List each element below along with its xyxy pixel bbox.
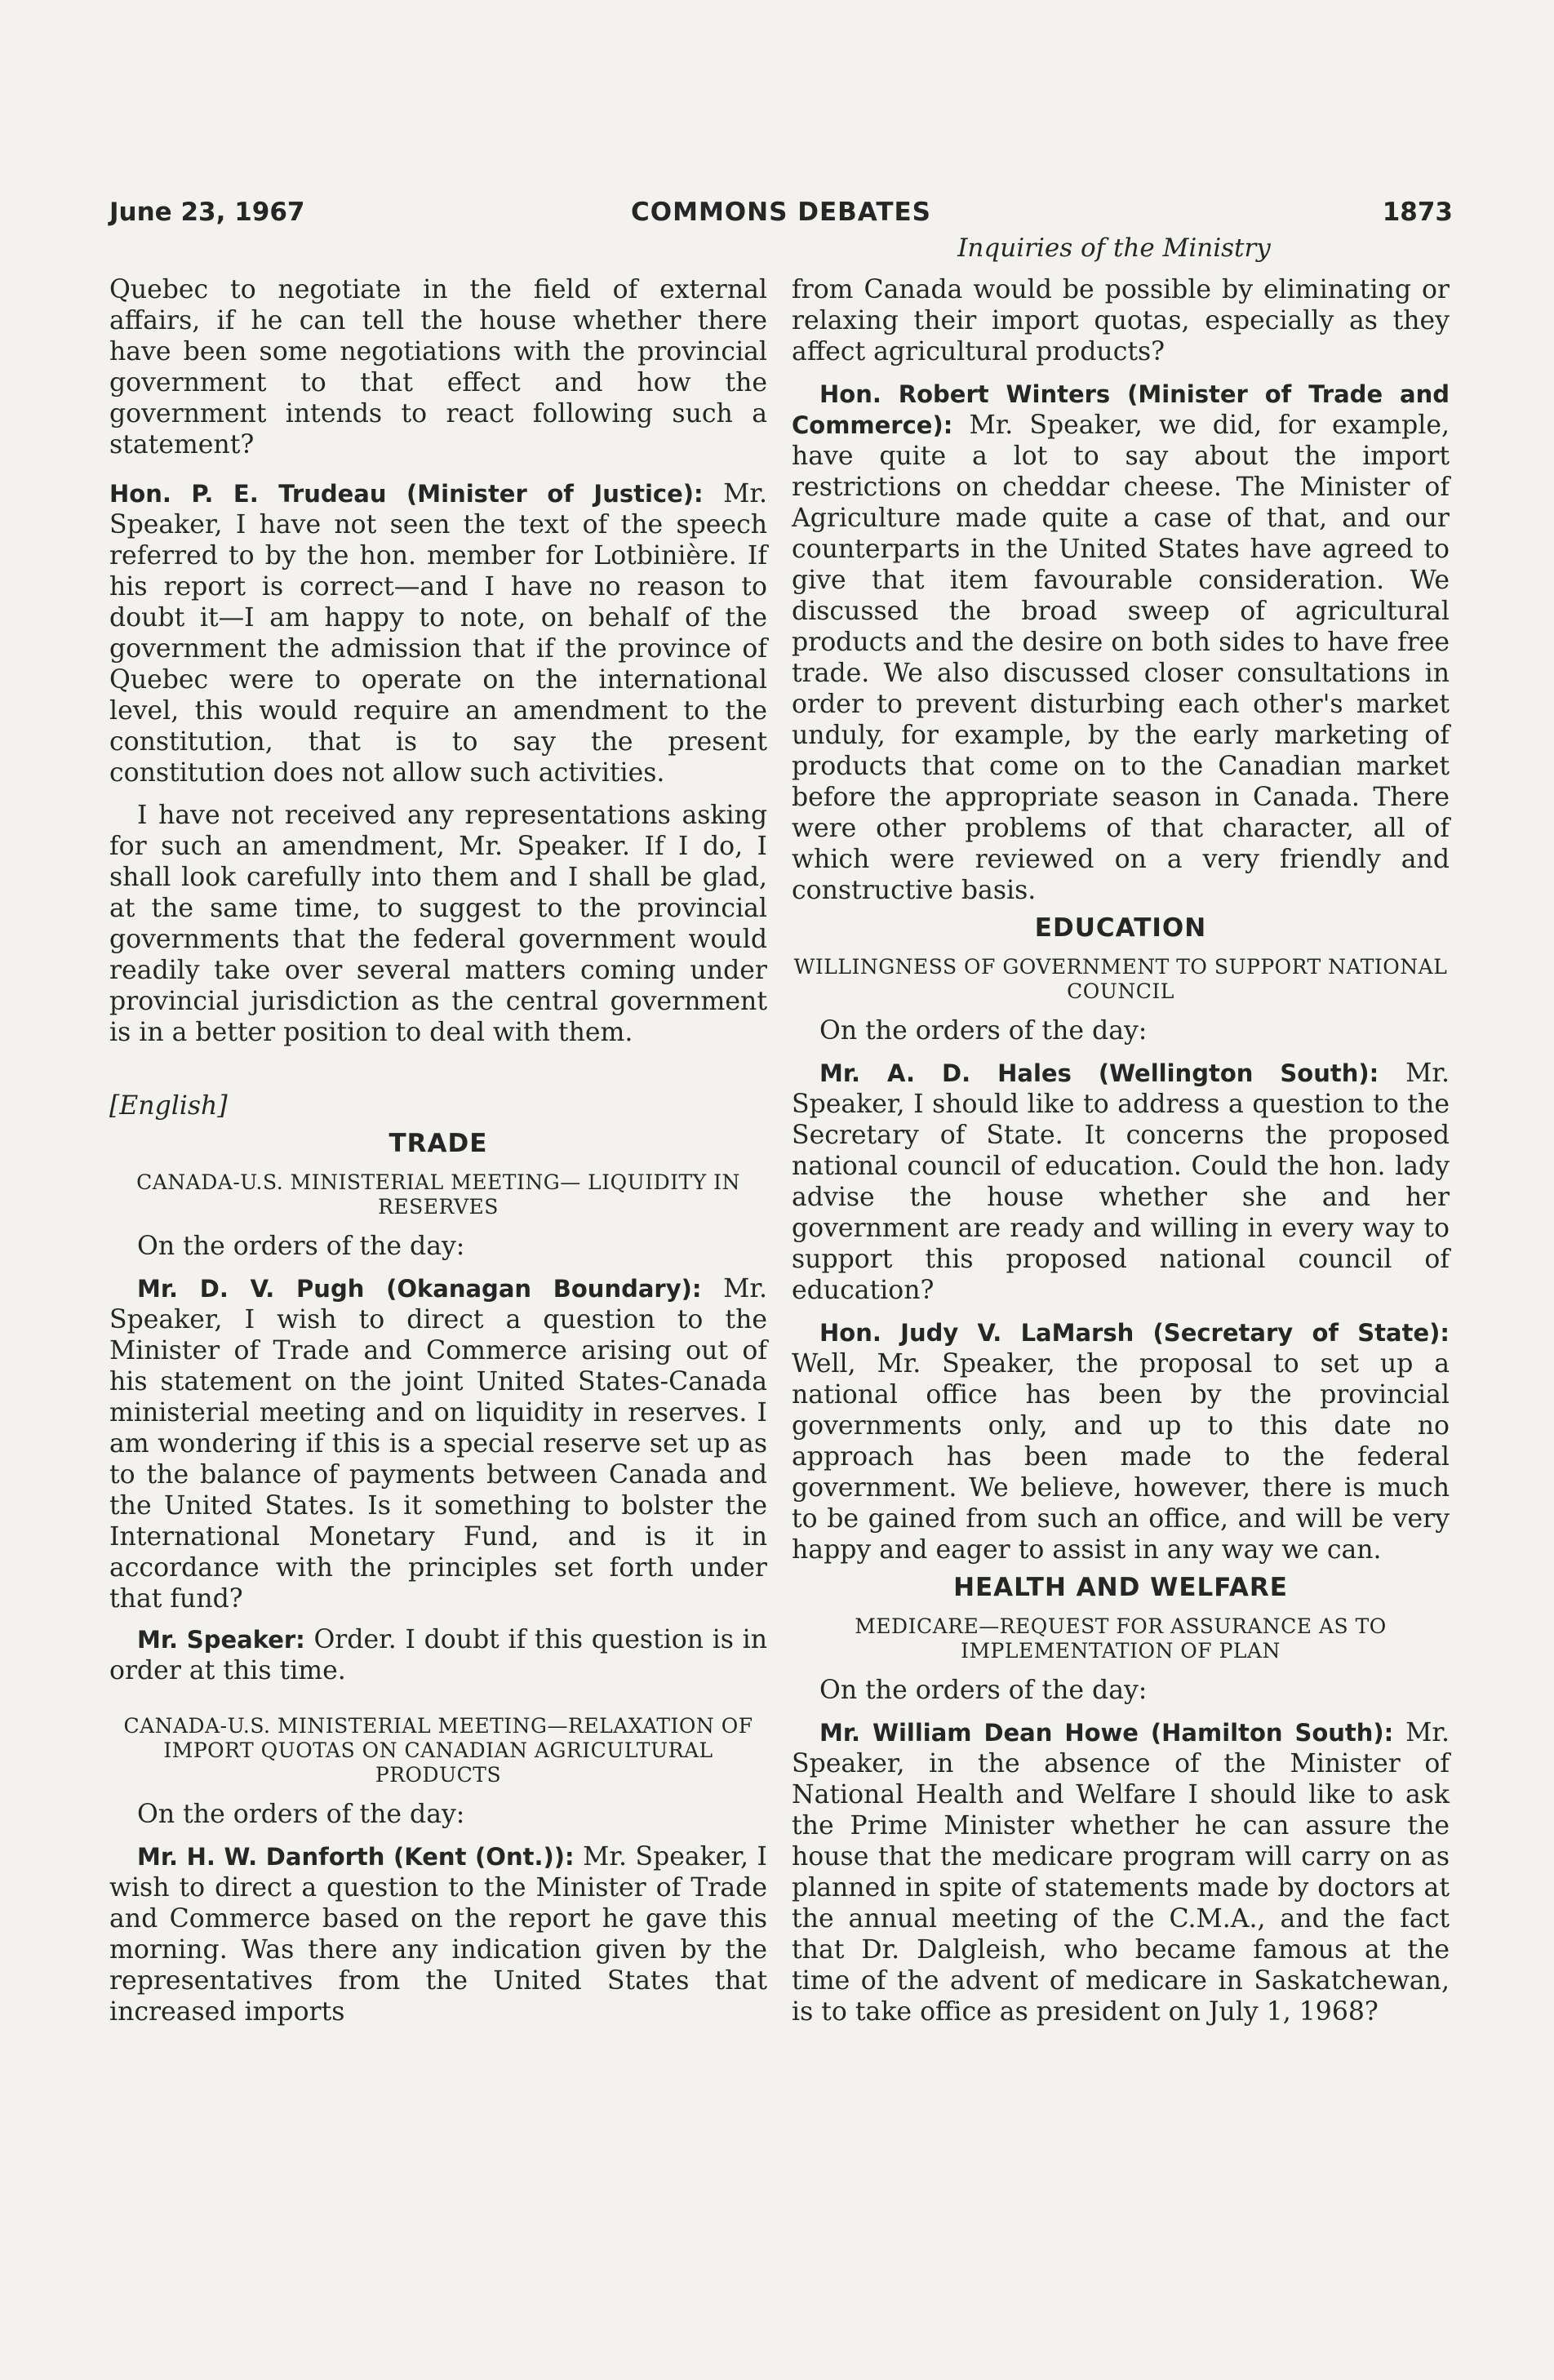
- language-note: [English]: [109, 1091, 228, 1121]
- speech-text: Mr. Speaker, we did, for example, have quite a lot to say about the import restrictions on cheddar cheese. The Minister of Agriculture made quite a case of that, and our counterparts in the United States have agreed to give that item favourable consideration. We discussed the broad sweep of agricultural products and the desire on both sides to have free trade. We also discussed closer consultations in order to prevent disturbing each other's market unduly, for example, by the early marketing of products that come on to the Canadian market before the appropriate season in Canada. There were other problems of that character, all of which were reviewed on a very friendly and constructive basis.: [792, 411, 1450, 905]
- speech-text: Mr. Speaker, I should like to address a question to the Secretary of State. It concerns the proposed national council of education. Could the hon. lady advise the house whether she and her government are ready and willing in every way to support this proposed national council of education?: [792, 1059, 1450, 1305]
- speaker-name: Mr. William Dean Howe (Hamilton South):: [819, 1719, 1394, 1747]
- speech: [792, 1717, 1450, 2027]
- speaker-name: Hon. Robert Winters (Minister of Trade and Commerce):: [792, 380, 1450, 439]
- header-title: COMMONS DEBATES: [631, 198, 931, 227]
- page-header: [109, 198, 1453, 230]
- paragraph: I have not received any representations asking for such an amendment, Mr. Speaker. If I do, I shall look carefully into them and I shall be glad, at the same time, to suggest to the provincial governments that the federal government would readily take over several matters coming under provincial jurisdiction as the central government is in a better position to deal with them.: [109, 801, 767, 1047]
- running-subheader: Inquiries of the Ministry: [957, 233, 1271, 263]
- speaker-name: Hon. P. E. Trudeau (Minister of Justice):: [109, 480, 704, 508]
- subsection-heading: CANADA-U.S. MINISTERIAL MEETING— LIQUIDITY IN RESERVES: [136, 1170, 740, 1219]
- speech-text: Mr. Speaker, I have not seen the text of the speech referred to by the hon. member for Lotbinière. If his report is correct—and I have no reason to doubt it—I am happy to note, on behalf of the government the admission that if the province of Quebec were to operate on the international level, this would require an amendment to the constitution, that is to say the present constitution does not allow such activities.: [109, 479, 768, 788]
- speech-text: Mr. Speaker, I wish to direct a question to the Minister of Trade and Commerce based on the report he gave this morning. Was there any indication given by the representatives from the United States that increased imports: [109, 1842, 767, 2027]
- speech-text: Mr. Speaker, I wish to direct a question to the Minister of Trade and Commerce arising out of his statement on the joint United States-Canada ministerial meeting and on liquidity in reserves. I am wondering if this is a special reserve set up as to the balance of payments between Canada and the United States. Is it something to bolster the International Monetary Fund, and is it in accordance with the principles set forth under that fund?: [109, 1274, 768, 1614]
- speaker-name: Mr. Speaker:: [137, 1626, 305, 1654]
- speaker-name: Mr. D. V. Pugh (Okanagan Boundary):: [137, 1275, 702, 1303]
- orders-of-day: On the orders of the day:: [819, 1016, 1148, 1046]
- speech: [792, 1317, 1450, 1565]
- subsection-heading: MEDICARE—REQUEST FOR ASSURANCE AS TO IMPLEMENTATION OF PLAN: [855, 1614, 1387, 1663]
- paragraph: from Canada would be possible by eliminating or relaxing their import quotas, especially as they affect agricultural products?: [792, 275, 1450, 366]
- speech: [792, 1058, 1450, 1306]
- subsection-heading: WILLINGNESS OF GOVERNMENT TO SUPPORT NATIONAL COUNCIL: [793, 955, 1448, 1003]
- section-heading-trade: TRADE: [388, 1129, 488, 1158]
- section-heading-education: EDUCATION: [1034, 913, 1207, 943]
- orders-of-day: On the orders of the day:: [819, 1676, 1148, 1705]
- orders-of-day: On the orders of the day:: [137, 1232, 465, 1261]
- speaker-name: Mr. A. D. Hales (Wellington South):: [819, 1059, 1379, 1087]
- orders-of-day: On the orders of the day:: [137, 1800, 465, 1829]
- subsection-heading: CANADA-U.S. MINISTERIAL MEETING—RELAXATION OF IMPORT QUOTAS ON CANADIAN AGRICULTURAL PRODUCTS: [123, 1714, 753, 1787]
- speaker-name: Hon. Judy V. LaMarsh (Secretary of State):: [819, 1319, 1450, 1347]
- left-column: [109, 274, 767, 2027]
- section-heading-health: HEALTH AND WELFARE: [953, 1573, 1288, 1602]
- speech: [792, 379, 1450, 906]
- speech: [109, 478, 767, 788]
- speech: [109, 1624, 767, 1686]
- page-number: 1873: [1382, 198, 1453, 227]
- header-date: June 23, 1967: [109, 198, 305, 227]
- speech-text: Order. I doubt if this question is in order at this time.: [109, 1625, 767, 1685]
- speech-text: Mr. Speaker, in the absence of the Minister of National Health and Welfare I should like to ask the Prime Minister whether he can assure the house that the medicare program will carry on as planned in spite of statements made by doctors at the annual meeting of the C.M.A., and the fact that Dr. Dalgleish, who became famous at the time of the advent of medicare in Saskatchewan, is to take office as president on July 1, 1968?: [792, 1718, 1450, 2027]
- paragraph: Quebec to negotiate in the field of external affairs, if he can tell the house whether there have been some negotiations with the provincial government to that effect and how the government intends to react following such a statement?: [109, 275, 767, 460]
- right-column: [792, 274, 1450, 2027]
- speech: [109, 1273, 767, 1614]
- speech: [109, 1841, 767, 2027]
- speaker-name: Mr. H. W. Danforth (Kent (Ont.)):: [137, 1843, 575, 1871]
- speech-text: Well, Mr. Speaker, the proposal to set up a national office has been by the provincial governments only, and up to this date no approach has been made to the federal government. We believe, however, there is much to be gained from such an office, and will be very happy and eager to assist in any way we can.: [792, 1349, 1450, 1565]
